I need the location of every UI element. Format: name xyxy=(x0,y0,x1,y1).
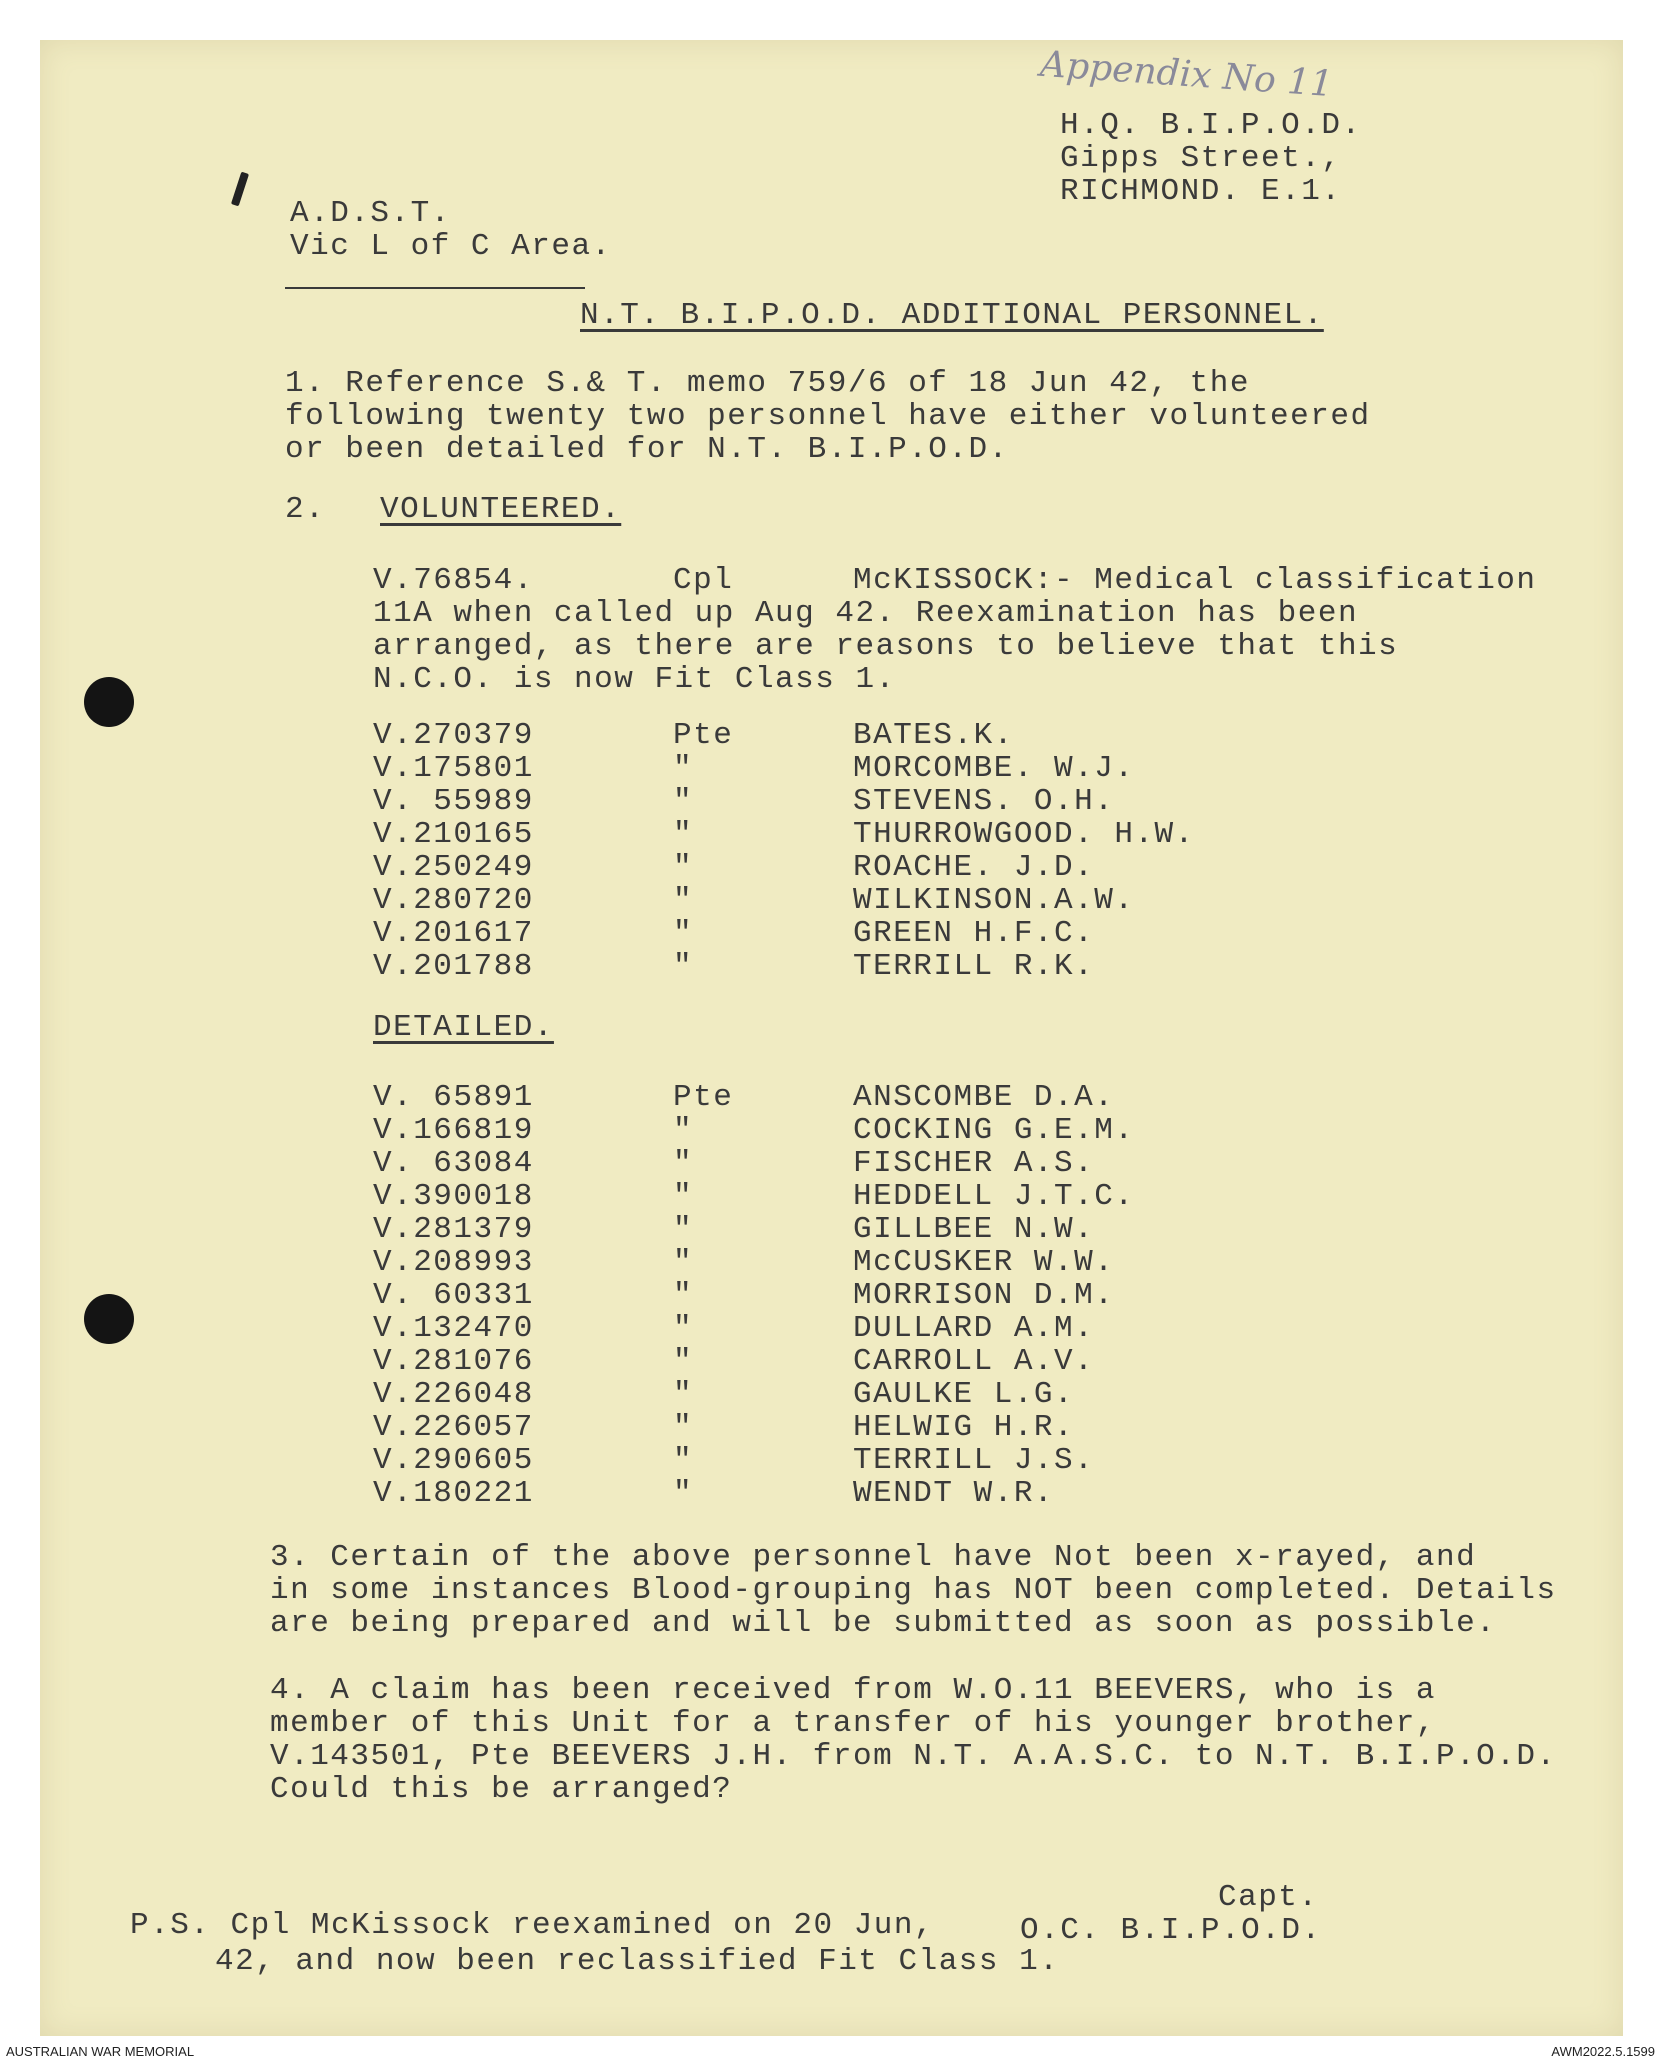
detailed-row xyxy=(373,1146,1273,1180)
recipient-line-1: A.D.S.T. xyxy=(290,196,451,231)
detailed-row xyxy=(373,1212,1273,1246)
detailed-row xyxy=(373,1245,1273,1279)
rank: " xyxy=(673,1245,694,1280)
member-name: McCUSKER W.W. xyxy=(853,1245,1115,1280)
sender-line-1: H.Q. B.I.P.O.D. xyxy=(1060,108,1362,143)
service-number: V.280720 xyxy=(373,883,534,918)
rank: " xyxy=(673,751,694,786)
member-name: ANSCOMBE D.A. xyxy=(853,1080,1115,1115)
rank: Pte xyxy=(673,718,734,753)
service-number: V.390018 xyxy=(373,1179,534,1214)
member-name: COCKING G.E.M. xyxy=(853,1113,1135,1148)
volunteered-row xyxy=(373,784,1273,818)
signature-title: O.C. B.I.P.O.D. xyxy=(1020,1913,1322,1948)
rank: " xyxy=(673,883,694,918)
rank: " xyxy=(673,1410,694,1445)
divider-rule xyxy=(285,287,585,289)
service-number: V.132470 xyxy=(373,1311,534,1346)
service-number: V. 60331 xyxy=(373,1278,534,1313)
mckissock-text-line-1: McKISSOCK:- Medical classification xyxy=(853,563,1537,598)
service-number: V. 55989 xyxy=(373,784,534,819)
footer-credit: AUSTRALIAN WAR MEMORIAL xyxy=(6,2044,195,2059)
detailed-row xyxy=(373,1278,1273,1312)
detailed-row xyxy=(373,1410,1273,1444)
member-name: DULLARD A.M. xyxy=(853,1311,1095,1346)
rank: " xyxy=(673,784,694,819)
member-name: GREEN H.F.C. xyxy=(853,916,1095,951)
detailed-row xyxy=(373,1311,1273,1345)
member-name: CARROLL A.V. xyxy=(853,1344,1095,1379)
member-name: TERRILL J.S. xyxy=(853,1443,1095,1478)
service-number: V.210165 xyxy=(373,817,534,852)
para4-line-4: Could this be arranged? xyxy=(270,1772,733,1807)
volunteered-row xyxy=(373,949,1273,983)
rank: " xyxy=(673,1278,694,1313)
detailed-row xyxy=(373,1476,1273,1510)
volunteered-row xyxy=(373,751,1273,785)
service-number: V.201788 xyxy=(373,949,534,984)
service-number: V.270379 xyxy=(373,718,534,753)
member-name: ROACHE. J.D. xyxy=(853,850,1095,885)
volunteered-row xyxy=(373,850,1273,884)
section2-number: 2. xyxy=(285,492,326,527)
rank: " xyxy=(673,1311,694,1346)
service-number: V.166819 xyxy=(373,1113,534,1148)
mckissock-text-line-2: 11A when called up Aug 42. Reexamination has been xyxy=(373,596,1359,631)
member-name: WENDT W.R. xyxy=(853,1476,1055,1511)
footer-reference: AWM2022.5.1599 xyxy=(1551,2044,1655,2059)
member-name: TERRILL R.K. xyxy=(853,949,1095,984)
detailed-row xyxy=(373,1377,1273,1411)
rank: " xyxy=(673,916,694,951)
service-number: V. 63084 xyxy=(373,1146,534,1181)
rank: " xyxy=(673,817,694,852)
service-number: V.226048 xyxy=(373,1377,534,1412)
detailed-row xyxy=(373,1179,1273,1213)
mckissock-text-line-3: arranged, as there are reasons to believe that this xyxy=(373,629,1399,664)
para3-line-1: 3. Certain of the above personnel have Not been x-rayed, and xyxy=(270,1540,1477,1575)
para4-line-2: member of this Unit for a transfer of his younger brother, xyxy=(270,1706,1436,1741)
detailed-row xyxy=(373,1443,1273,1477)
subject-heading: N.T. B.I.P.O.D. ADDITIONAL PERSONNEL. xyxy=(580,298,1324,333)
recipient-line-2: Vic L of C Area. xyxy=(290,229,612,264)
volunteered-row xyxy=(373,883,1273,917)
rank: " xyxy=(673,1443,694,1478)
detailed-heading: DETAILED. xyxy=(373,1010,554,1045)
punch-hole-top xyxy=(84,677,134,727)
volunteered-row xyxy=(373,817,1273,851)
mckissock-text-line-4: N.C.O. is now Fit Class 1. xyxy=(373,662,896,697)
volunteered-heading: VOLUNTEERED. xyxy=(380,492,622,527)
service-number: V.281076 xyxy=(373,1344,534,1379)
rank: " xyxy=(673,1113,694,1148)
detailed-row xyxy=(373,1344,1273,1378)
rank: " xyxy=(673,1179,694,1214)
para3-line-3: are being prepared and will be submitted as soon as possible. xyxy=(270,1606,1497,1641)
mckissock-number: V.76854. xyxy=(373,563,534,598)
para1-line-2: following twenty two personnel have either volunteered xyxy=(285,399,1371,434)
member-name: GILLBEE N.W. xyxy=(853,1212,1095,1247)
member-name: WILKINSON.A.W. xyxy=(853,883,1135,918)
member-name: BATES.K. xyxy=(853,718,1014,753)
rank: " xyxy=(673,1476,694,1511)
member-name: STEVENS. O.H. xyxy=(853,784,1115,819)
para4-line-1: 4. A claim has been received from W.O.11 BEEVERS, who is a xyxy=(270,1673,1436,1708)
rank: " xyxy=(673,1344,694,1379)
para4-line-3: V.143501, Pte BEEVERS J.H. from N.T. A.A.S.C. to N.T. B.I.P.O.D. xyxy=(270,1739,1557,1774)
volunteered-row xyxy=(373,916,1273,950)
service-number: V.226057 xyxy=(373,1410,534,1445)
rank: " xyxy=(673,1146,694,1181)
member-name: GAULKE L.G. xyxy=(853,1377,1075,1412)
member-name: HEDDELL J.T.C. xyxy=(853,1179,1135,1214)
member-name: MORCOMBE. W.J. xyxy=(853,751,1135,786)
member-name: HELWIG H.R. xyxy=(853,1410,1075,1445)
rank: Pte xyxy=(673,1080,734,1115)
service-number: V.180221 xyxy=(373,1476,534,1511)
postscript-line-1: P.S. Cpl McKissock reexamined on 20 Jun, xyxy=(130,1908,935,1943)
member-name: FISCHER A.S. xyxy=(853,1146,1095,1181)
para1-line-1: 1. Reference S.& T. memo 759/6 of 18 Jun 42, the xyxy=(285,366,1250,401)
service-number: V.208993 xyxy=(373,1245,534,1280)
para1-line-3: or been detailed for N.T. B.I.P.O.D. xyxy=(285,432,1009,467)
punch-hole-bottom xyxy=(84,1294,134,1344)
detailed-row xyxy=(373,1080,1273,1114)
volunteered-row xyxy=(373,718,1273,752)
service-number: V. 65891 xyxy=(373,1080,534,1115)
sender-line-3: RICHMOND. E.1. xyxy=(1060,174,1342,209)
mckissock-rank: Cpl xyxy=(673,563,734,598)
service-number: V.175801 xyxy=(373,751,534,786)
service-number: V.290605 xyxy=(373,1443,534,1478)
service-number: V.281379 xyxy=(373,1212,534,1247)
rank: " xyxy=(673,850,694,885)
signature-rank: Capt. xyxy=(1218,1880,1319,1915)
service-number: V.250249 xyxy=(373,850,534,885)
rank: " xyxy=(673,1377,694,1412)
handwritten-annotation: Appendix No 11 xyxy=(1038,43,1335,106)
rank: " xyxy=(673,949,694,984)
member-name: MORRISON D.M. xyxy=(853,1278,1115,1313)
service-number: V.201617 xyxy=(373,916,534,951)
member-name: THURROWGOOD. H.W. xyxy=(853,817,1195,852)
para3-line-2: in some instances Blood-grouping has NOT been completed. Details xyxy=(270,1573,1557,1608)
postscript-line-2: 42, and now been reclassified Fit Class 1. xyxy=(215,1944,1060,1979)
detailed-row xyxy=(373,1113,1273,1147)
rank: " xyxy=(673,1212,694,1247)
sender-line-2: Gipps Street., xyxy=(1060,141,1342,176)
